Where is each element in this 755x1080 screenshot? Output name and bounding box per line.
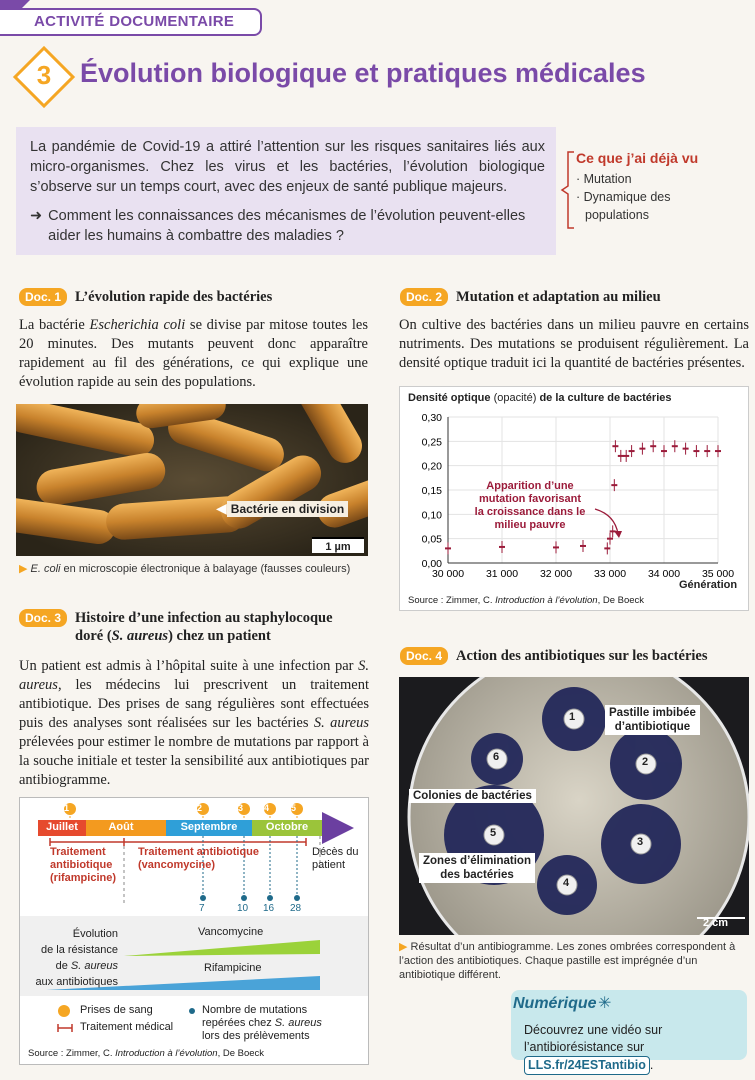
doc2-text: On cultive des bactéries dans un milieu pauvre en certains nutriments. Des mutations se produisent régulièrement. La densité optique traduit ici la quantité de bactéries présentes. [399, 317, 749, 371]
sample-number: 1 [64, 803, 70, 813]
doc1-text-a: La bactérie [19, 317, 90, 333]
doc3-text [19, 657, 369, 790]
intro-question [30, 206, 550, 246]
caption-text: en microscopie électronique à balayage (fausses couleurs) [60, 563, 351, 575]
doc2-badge: Doc. 2 [400, 288, 448, 306]
pl2: d’antibiotique [614, 721, 691, 733]
el3a: de [55, 960, 71, 972]
y-tick-label: 0,25 [421, 436, 442, 449]
el2: de la résistance [40, 944, 118, 956]
x-tick-label: 32 000 [539, 568, 573, 580]
dl1: Décès du [312, 846, 359, 858]
t2l1: Traitement antibiotique [138, 846, 260, 858]
sample-number: 2 [197, 803, 203, 813]
death-label [312, 846, 358, 872]
x-tick-label: 33 000 [593, 568, 627, 580]
caption-marker-icon: ▶ [399, 941, 408, 953]
x-axis-label: Génération [679, 579, 738, 591]
doc1-badge: Doc. 1 [19, 288, 67, 306]
page-title: Évolution biologique et pratiques médicales [80, 58, 646, 88]
source-book: Introduction à l’évolution [495, 595, 598, 606]
label-arrow-icon: ◀ [216, 500, 227, 516]
sample-number: 4 [264, 803, 270, 813]
t1l3: (rifampicine) [50, 872, 117, 884]
question-text: Comment les connaissances des mécanismes de l’évolution peuvent-elles aider les humains à combattre des maladies ? [48, 208, 526, 244]
y-tick-label: 0,15 [421, 485, 442, 497]
doc1-text-b: se divise par mitose toutes les 20 minutes. Des mutants peuvent donc apparaître rapidement au fil des générations, ce qui explique une évolution rapide au sein des populations. [19, 317, 368, 390]
prior-knowledge-title: Ce que j’ai déjà vu [576, 150, 699, 166]
s3post: , De Boeck [217, 1048, 265, 1059]
intro-text: La pandémie de Covid-19 a attiré l’attention sur les risques sanitaires liés aux micro-organismes. Chez les virus et les bactéries, l’évolution biologique s’observe sur un temps court, avec des enjeux de santé publique majeurs. [30, 139, 545, 195]
month-august: Août [108, 821, 134, 833]
ecoli-photo [16, 404, 368, 556]
caption-marker-icon: ▶ [19, 563, 28, 575]
arrow-icon: ➜ [30, 208, 43, 224]
disc-number: 2 [642, 756, 649, 768]
zl1: Zones d’élimination [423, 855, 531, 867]
resistance-label [22, 926, 118, 990]
chart-title-end: de la culture de bactéries [539, 392, 672, 404]
division-label-text: Bactérie en division [227, 501, 348, 517]
bacteria-illustration [16, 404, 368, 556]
mutation-marker [267, 895, 273, 901]
dl2: patient [312, 859, 346, 871]
chart-title-mid: (opacité) [490, 392, 540, 404]
prior-knowledge-item: populations [585, 208, 649, 222]
annotation-text: Apparition d’une [486, 480, 574, 492]
caption-species: E. coli [30, 563, 61, 575]
s3book: Introduction à l’évolution [115, 1048, 218, 1059]
colonies-label: Colonies de bactéries [409, 789, 536, 803]
density-chart [399, 386, 749, 611]
d3p3: , les médecins lui prescrivent un traitement antibiotique. Des prises de sang régulières sont effectuées puis des analyses sont réalisées sur les bactéries [19, 677, 369, 731]
doc1-caption [19, 562, 350, 575]
doc4-caption [399, 940, 749, 982]
zones-label [419, 853, 535, 883]
pointer-click-icon: ✳ [598, 995, 612, 1012]
section-tag-label: ACTIVITÉ DOCUMENTAIRE [34, 13, 235, 30]
y-tick-label: 0,05 [421, 533, 442, 546]
lm1: Nombre de mutations [202, 1004, 308, 1016]
y-tick-label: 0,10 [421, 509, 442, 522]
doc4-title: Action des antibiotiques sur les bactéries [456, 647, 708, 664]
doc3-badge: Doc. 3 [19, 609, 67, 627]
digital-text-body: Découvrez une vidéo sur l’antibiorésistance sur [524, 1023, 663, 1054]
treatment-rifampicin [50, 846, 116, 885]
legend-sample: Prises de sang [80, 1004, 153, 1016]
source-pre: Source : Zimmer, C. [408, 595, 496, 606]
x-tick-label: 30 000 [431, 568, 465, 580]
doc3-title-line2 [75, 627, 333, 645]
mutation-count: 7 [199, 903, 205, 914]
d3p5: prélevées pour estimer le nombre de mutations par rapport à la souche initiale et tester la sensibilité aux antibiotiques par antibiogramme. [19, 734, 369, 788]
sample-number: 3 [238, 803, 244, 813]
prior-knowledge-item: · Dynamique des [576, 190, 671, 204]
month-september: Septembre [180, 821, 238, 833]
timeline-arrow-icon [322, 812, 354, 844]
y-tick-label: 0,20 [421, 460, 442, 473]
annotation-text: milieu pauvre [494, 519, 566, 531]
dish-scale: 2 cm [703, 917, 729, 929]
antibiogram-photo [399, 677, 749, 935]
doc4-caption-text: Résultat d’un antibiogramme. Les zones ombrées correspondent à l’action des antibiotiques. Chaque pastille est imprégnée d’un antibiotique différent. [399, 941, 736, 981]
y-tick-label: 0,30 [421, 412, 442, 424]
doc3-header [19, 609, 333, 645]
doc4-badge: Doc. 4 [400, 647, 448, 665]
legend-treatment: Traitement médical [80, 1021, 174, 1033]
source-post: , De Boeck [597, 595, 645, 606]
lm2a: repérées chez [202, 1017, 275, 1029]
month-july: Juillet [46, 821, 78, 833]
y-tick-label: 0,00 [421, 558, 442, 570]
digital-text [524, 1022, 742, 1075]
disc-number: 5 [490, 827, 497, 839]
doc2-title: Mutation et adaptation au milieu [456, 288, 661, 305]
mutation-count: 16 [263, 903, 275, 914]
d3p2: S. aureus [19, 658, 369, 693]
digital-link[interactable]: LLS.fr/24ESTantibio [524, 1056, 650, 1075]
treatment-vancomycin [138, 846, 259, 872]
d3p4: S. aureus [313, 715, 369, 731]
doc1-species: Escherichia coli [89, 317, 186, 333]
scale-bar: 1 µm [312, 537, 364, 553]
mutation-count: 28 [290, 903, 302, 914]
activity-number: 3 [36, 60, 52, 90]
disc-number: 3 [637, 836, 644, 848]
division-label [216, 500, 348, 517]
mutation-count: 10 [237, 903, 249, 914]
pastille-label [605, 705, 700, 735]
prior-knowledge-item: · Mutation [576, 172, 632, 186]
t2a: doré ( [75, 628, 112, 644]
infection-timeline [19, 797, 369, 1065]
lm2b: S. aureus [274, 1017, 322, 1029]
x-tick-label: 34 000 [647, 568, 681, 580]
digital-end: . [649, 1058, 654, 1072]
doc3-title-line1: Histoire d’une infection au staphylocoque [75, 610, 333, 626]
disc-number: 4 [563, 877, 570, 889]
mutation-marker [200, 895, 206, 901]
x-tick-label: 31 000 [485, 568, 519, 580]
lm2 [202, 1017, 322, 1030]
t1l2: antibiotique [50, 859, 113, 871]
doc2-source [408, 595, 644, 606]
disc-number: 6 [493, 751, 500, 763]
zl2: des bactéries [440, 869, 514, 881]
doc1-text [19, 316, 368, 392]
doc3-title [75, 609, 333, 645]
chart-title-bold: Densité optique [408, 392, 491, 404]
digital-title: Numérique [513, 995, 597, 1012]
mutation-marker [241, 895, 247, 901]
prior-knowledge-box [576, 150, 746, 224]
lm3: lors des prélèvements [202, 1030, 310, 1042]
t2b: S. aureus [111, 628, 169, 644]
t1l1: Traitement [50, 846, 106, 858]
el1: Évolution [72, 928, 118, 940]
legend-mutations [202, 1004, 322, 1043]
doc2-header [400, 288, 661, 306]
legend-mutation-icon [189, 1008, 195, 1014]
s3pre: Source : Zimmer, C. [28, 1048, 116, 1059]
mutation-marker [294, 895, 300, 901]
doc4-header [400, 647, 708, 665]
pl1: Pastille imbibée [609, 707, 696, 719]
annotation-text: la croissance dans le [474, 506, 586, 518]
annotation-text: mutation favorisant [478, 493, 582, 505]
annotation-arrowhead [614, 531, 622, 538]
rifampicin-label: Rifampicine [204, 962, 262, 974]
el3b: S. aureus [70, 960, 118, 972]
annotation-arrow [595, 509, 618, 534]
doc1-title: L’évolution rapide des bactéries [75, 288, 273, 305]
disc-number: 1 [569, 711, 576, 723]
t2l2: (vancomycine) [138, 859, 216, 871]
x-tick-label: 35 000 [701, 568, 735, 580]
el3 [22, 958, 118, 974]
t2c: ) chez un patient [168, 628, 271, 644]
month-october: Octobre [265, 821, 309, 833]
el4: aux antibiotiques [35, 976, 118, 988]
sample-number: 5 [291, 803, 297, 813]
legend-sample-icon [58, 1005, 70, 1017]
d3p1: Un patient est admis à l’hôpital suite à une infection par [19, 658, 359, 674]
doc1-header [19, 288, 272, 306]
vancomycin-label: Vancomycine [198, 926, 264, 938]
doc3-source [28, 1048, 264, 1059]
bracket-icon [560, 150, 576, 230]
